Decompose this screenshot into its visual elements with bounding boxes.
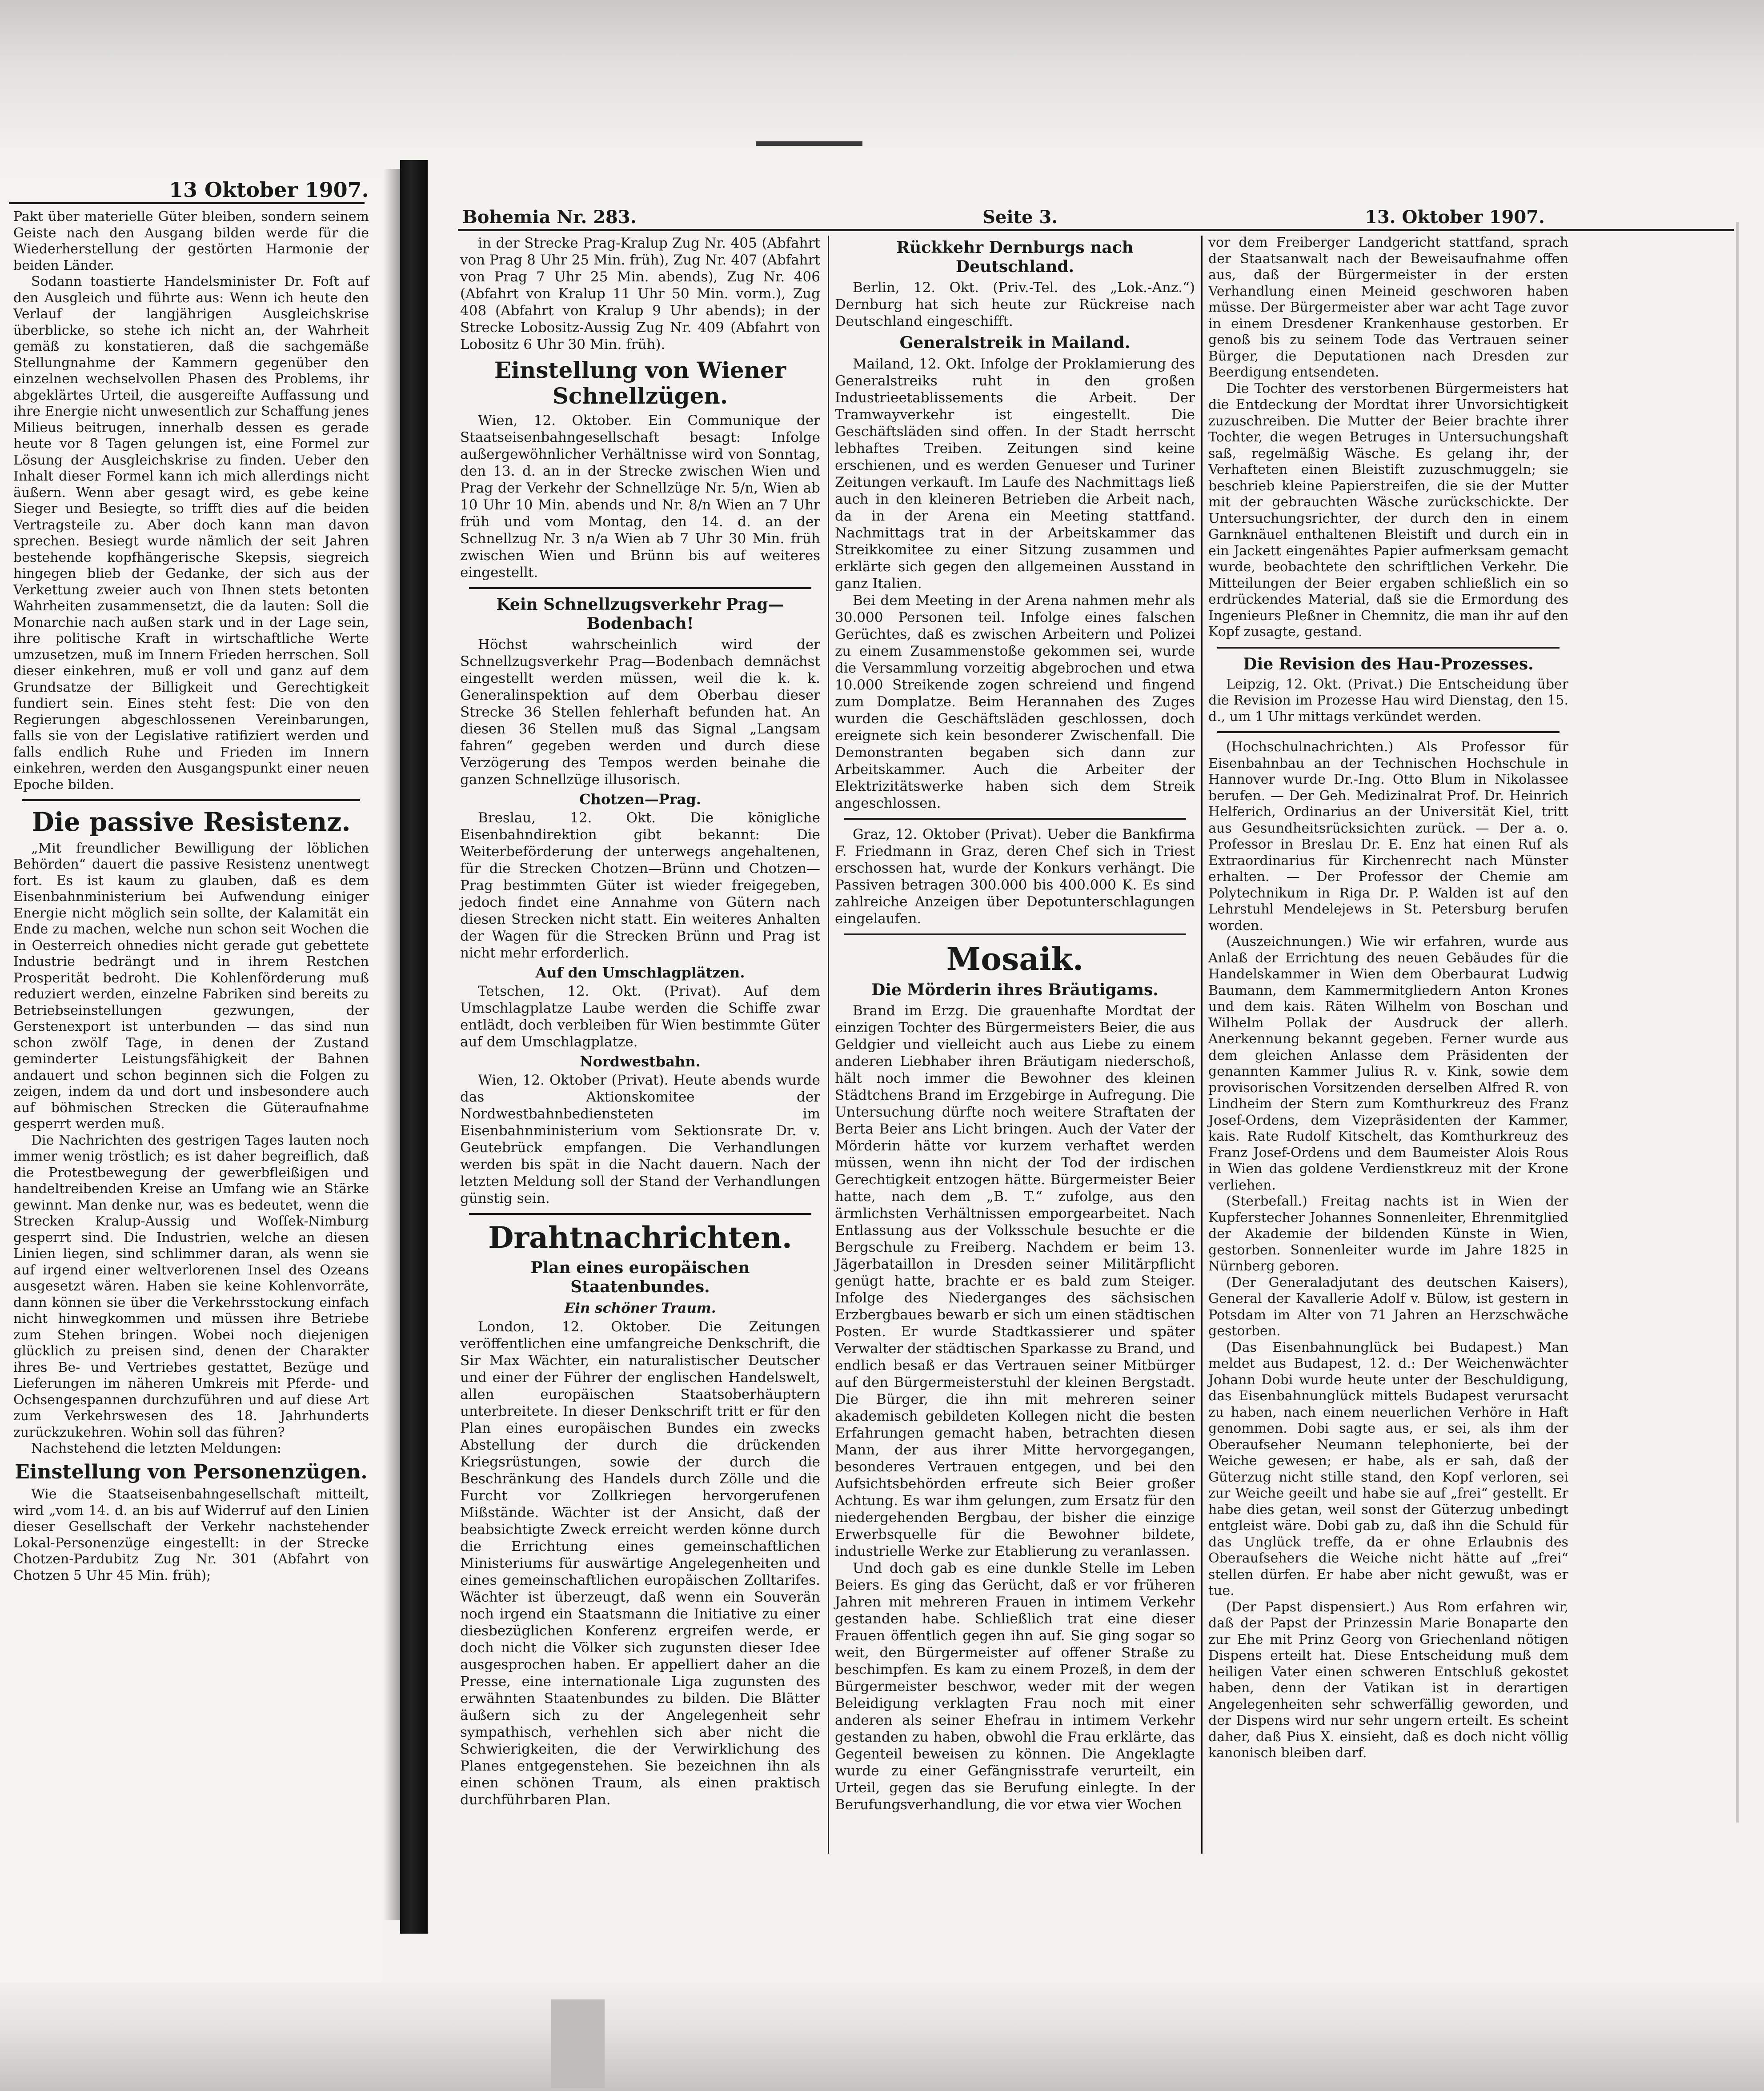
divider (1217, 647, 1560, 649)
paragraph: Pakt über materielle Güter bleiben, sondern seinem Geiste nach den Ausgang bilden werde für die Wiederherstellung der gestörten Harmonie der beiden Länder. (13, 209, 369, 273)
column-3 (1208, 235, 1568, 1762)
paper-title: Bohemia Nr. 283. (462, 207, 637, 228)
paragraph: Die Nachrichten des gestrigen Tages lauten noch immer wenig tröstlich; es ist daher begreiflich, daß die Protestbewegung der gewerbfleißigen und handeltreibenden Kreise an Umfang wie an Stärke gewinnt. Man denke nur, was es bedeutet, wenn die Strecken Kralup-Aussig und Woſſek-Nimburg gesperrt sind. Die Industrien, welche an diesen Linien liegen, sind schlimmer daran, als wenn sie auf irgend einer weltverlorenen Insel des Ozeans ausgesetzt wären. Haben sie keine Kohlenvorräte, dann können sie über die Verkehrsstockung einfach nicht hinwegkommen und müssen ihre Betriebe zum Stehen bringen. Wobei noch diejenigen glücklich zu preisen sind, denen der Charakter ihres Be- und Vertriebes gestattet, Bezüge und Lieferungen im näheren Umkreis mit Pferde- und Ochsengespannen durchzuführen und auf diese Art zum Verkehrswesen des 18. Jahrhunderts zurückzukehren. Wohin soll das führen? (13, 1132, 369, 1440)
divider (844, 818, 1186, 820)
paragraph: in der Strecke Prag-Kralup Zug Nr. 405 (Abfahrt von Prag 8 Uhr 25 Min. früh), Zug Nr. 407 (Abfahrt von Prag 7 Uhr 25 Min. abends), Zug Nr. 406 (Abfahrt von Kralup 11 Uhr 50 Min. vorm.), Zug 408 (Abfahrt von Kralup 9 Uhr abends); in der Strecke Lobositz-Aussig Zug Nr. 409 (Abfahrt von Lobositz 6 Uhr 30 Min. früh). (460, 235, 820, 353)
divider (469, 1213, 811, 1215)
section-title: Die Mörderin ihres Bräutigams. (871, 981, 1159, 1000)
masthead-date: 13. Oktober 1907. (1365, 207, 1545, 228)
gutter-shadow (383, 169, 401, 1920)
section-title: Generalstreik in Mailand. (899, 333, 1131, 353)
masthead-rule (458, 229, 1734, 231)
paragraph: (Der Generaladjutant des deutschen Kaisers), General der Kavallerie Adolf v. Bülow, ist gestern in Potsdam im Alter von 71 Jahren an Herzschwäche gestorben. (1208, 1274, 1568, 1339)
section-title: Rückkehr Dernburgs nach Deutschland. (896, 238, 1134, 276)
page-edge (1736, 222, 1739, 1823)
section-title: Drahtnachrichten. (488, 1220, 792, 1255)
scan-mark (756, 141, 862, 146)
left-header-rule (9, 202, 365, 204)
paragraph: Wien, 12. Oktober. Ein Communique der Staatseisenbahngesellschaft besagt: Infolge außergewöhnlicher Verhältnisse wird von Sonntag, den 13. d. an in der Strecke zwischen Wien und Prag der Verkehr der Schnellzüge Nr. 5/n, Wien ab 10 Uhr 10 Min. abends und Nr. 8/n Wien an 7 Uhr früh und vom Montag, den 14. d. an der Schnellzug Nr. 3 n/a Wien ab 7 Uhr 30 Min. früh zwischen Wien und Brünn bis auf weiteres eingestellt. (460, 413, 820, 581)
paragraph: Breslau, 12. Okt. Die königliche Eisenbahndirektion gibt bekannt: Die Weiterbeförderung der unterwegs angehaltenen, für die Strecken Chotzen—Brünn und Chotzen—Prag bestimmten Güter ist wieder freigegeben, jedoch findet eine Annahme von Gütern nach diesen Strecken nicht statt. Ein weiteres Anhalten der Wagen für die Strecken Brünn und Prag ist nicht mehr erforderlich. (460, 810, 820, 961)
paragraph: Nachstehend die letzten Meldungen: (31, 1441, 281, 1457)
paragraph: (Hochschulnachrichten.) Als Professor für Eisenbahnbau an der Technischen Hochschule in Hannover wurde Dr.-Ing. Otto Blum in Nikolassee berufen. — Der Geh. Medizinalrat Prof. Dr. Heinrich Helferich, Ordinarius an der Universität Kiel, tritt aus Gesundheitsrücksichten zurück. — Der a. o. Professor in Breslau Dr. E. Enz hat einen Ruf als Extraordinarius für Kirchenrecht nach Münster erhalten. — Der Professor der Chemie am Polytechnikum in Riga Dr. P. Walden ist auf den Lehrstuhl Mendelejews in St. Petersburg berufen worden. (1208, 739, 1568, 933)
paragraph: Leipzig, 12. Okt. (Privat.) Die Entscheidung über die Revision im Prozesse Hau wird Dienstag, den 15. d., um 1 Uhr mittags verkündet werden. (1208, 676, 1568, 725)
page-number: Seite 3. (982, 207, 1058, 228)
column-2 (835, 235, 1195, 1813)
paragraph: Die Tochter des verstorbenen Bürgermeisters hat die Entdeckung der Mordtat ihrer Unvorsichtigkeit zuzuschreiben. Die Mutter der Beier brachte ihrer Tochter, die wegen Betruges in Untersuchungshaft saß, regelmäßig Wäsche. Es gelang ihr, der Verhafteten einen Bleistift zuzuschmuggeln; sie beschrieb kleine Papierstreifen, die sie der Mutter mit der gebrauchten Wäsche zurückschickte. Der Untersuchungsrichter, der durch den in einem Garnknäuel enthaltenen Bleistift und durch ein in ein Jackett eingenähtes Papier aufmerksam gemacht wurde, beobachtete den schriftlichen Verkehr. Die Mitteilungen der Beier ergaben schließlich ein so erdrückendes Material, daß sie die Ermordung des Ingenieurs Pleßner in Chemnitz, die man ihr auf den Kopf zusagte, gestand. (1208, 381, 1568, 640)
section-title: Mosaik. (946, 940, 1084, 977)
section-title: Die passive Resistenz. (32, 807, 351, 837)
divider (1217, 731, 1560, 733)
section-title: Einstellung von Personenzügen. (15, 1460, 368, 1483)
paragraph: Und doch gab es eine dunkle Stelle im Leben Beiers. Es ging das Gerücht, daß er vor früheren Jahren mit mehreren Frauen in intimem Verkehr gestanden habe. Schließlich trat eine dieser Frauen öffentlich gegen ihn auf. Sie ging sogar so weit, den Bürgermeister auf offener Straße zu beschimpfen. Es kam zu einem Prozeß, in dem der Bürgermeister beschwor, weder mit der wegen Beleidigung verklagten Frau noch mit einer anderen als seiner Ehefrau in intimem Verkehr gestanden zu haben, obwohl die Frau erklärte, das Gegenteil beweisen zu können. Die Angeklagte wurde zu einer Gefängnisstrafe verurteilt, ein Urteil, gegen das sie Berufung einlegte. In der Berufungsverhandlung, die vor etwa vier Wochen (835, 1560, 1195, 1813)
paragraph: (Der Papst dispensiert.) Aus Rom erfahren wir, daß der Papst der Prinzessin Marie Bonaparte den zur Ehe mit Prinz Georg von Griechenland nötigen Dispens erteilt hat. Diese Entscheidung muß dem heiligen Vater einen schweren Entschluß gekostet haben, denn der Vatikan ist in derartigen Angelegenheiten sehr schwerfällig geworden, und der Dispens wird nur sehr ungern erteilt. Es scheint daher, daß Pius X. einsieht, daß es doch nicht völlig kanonisch bleiben darf. (1208, 1599, 1568, 1761)
scan-mark-bottom (551, 1999, 605, 2088)
paragraph: Brand im Erzg. Die grauenhafte Mordtat der einzigen Tochter des Bürgermeisters Beier, die aus Geldgier und vielleicht auch aus Liebe zu einem anderen Liebhaber ihren Bräutigam niederschoß, hält noch immer die Bewohner des kleinen Städtchens Brand im Erzgebirge in Aufregung. Die Untersuchung dürfte noch weitere Straftaten der Berta Beier ans Licht bringen. Auch der Vater der Mörderin hätte vor kurzem verhaftet werden müssen, wenn ihn nicht der Tod der irdischen Gerechtigkeit entzogen hätte. Bürgermeister Beier hatte, nach dem „B. T.“ zufolge, aus den ärmlichsten Verhältnissen emporgearbeitet. Nach Entlassung aus der Volksschule besuchte er die Bergschule zu Freiberg. Nachdem er beim 13. Jägerbataillon in Dresden seiner Militärpflicht genügt hatte, brachte er es bald zum Steiger. Infolge des Niederganges des sächsischen Erzbergbaues bewarb er sich um einen städtischen Posten. Er wurde Stadtkassierer und später Verwalter der städtischen Sparkasse zu Brand, und endlich besaß er das Vertrauen seiner Mitbürger auf den Bürgermeisterstuhl der kleinen Bergstadt. Die Bürger, die ihn mit mehreren seiner akademisch gebildeten Kollegen nicht die besten Erfahrungen gemacht haben, betrachten diesen Mann, der aus ihrer Mitte hervorgegangen, besonderes Vertrauen entgegen, und bei den Aufsichtsbehörden erfreute sich Beier großer Achtung. Es war ihm gelungen, zum Ersatz für den niedergehenden Bergbau, der bisher die einzige Erwerbsquelle für die Bewohner bildete, industrielle Werke zur Etablierung zu veranlassen. (835, 1003, 1195, 1560)
section-title: Nordwestbahn. (580, 1053, 701, 1070)
paragraph: (Das Eisenbahnunglück bei Budapest.) Man meldet aus Budapest, 12. d.: Der Weichenwächter Johann Dobi wurde heute unter der Beschuldigung, das Eisenbahnunglück mittels Budapest verursacht zu haben, nach einem neuerlichen Verhöre in Haft genommen. Dobi sagte aus, er sei, als ihm der Oberaufseher Neumann telephonierte, bei der Weiche gewesen; er habe, als er sah, daß der Güterzug nicht stille stand, den Kopf verloren, sei zur Weiche geeilt und habe sie auf „frei“ gestellt. Er habe dies getan, weil sonst der Güterzug unbedingt entgleist wäre. Dobi gab zu, daß ihn die Schuld für das Unglück treffe, da er ohne Erlaubnis des Oberaufsehers die Weiche nicht hätte auf „frei“ stellen dürfen. Er habe aber nicht gewußt, was er tue. (1208, 1339, 1568, 1599)
paragraph: Höchst wahrscheinlich wird der Schnellzugsverkehr Prag—Bodenbach demnächst eingestellt werden müssen, weil die k. k. Generalinspektion auf dem Oberbau dieser Strecke 36 Stellen fehlerhaft befunden hat. An diesen 36 Stellen muß das Signal „Langsam fahren“ gegeben werden und durch diese Verzögerung des Tempos werden beinahe die ganzen Schnellzüge illusorisch. (460, 637, 820, 788)
left-page-date: 13 Oktober 1907. (169, 178, 369, 202)
paragraph: „Mit freundlicher Bewilligung der löblichen Behörden“ dauert die passive Resistenz unentwegt fort. Es ist kaum zu glauben, daß es dem Eisenbahnministerium bei Aufwendung einiger Energie nicht möglich sein sollte, der Kalamität ein Ende zu machen, welche nun schon seit Wochen die in Oesterreich ohnedies nicht gerade gut gebettete Industrie bedrängt und in ihrem Restchen Prosperität bedroht. Die Kohlenförderung muß reduziert werden, einzelne Fabriken sind bereits zu Betriebseinstellungen gezwungen, der Gerstenexport ist unterbunden — das sind nun schon zwölf Tage, in denen der Zustand geminderter Leistungsfähigkeit der Bahnen andauert und schon beginnen sich die Folgen zu zeigen, indem da und dort und insbesondere auch auf böhmischen Strecken die Güteraufnahme gesperrt werden muß. (13, 840, 369, 1132)
section-title: Plan eines europäischen Staatenbundes. (530, 1258, 750, 1297)
paragraph: Tetschen, 12. Okt. (Privat). Auf dem Umschlagplatze Laube werden die Schiffe zwar entlädt, doch verbleiben für Wien bestimmte Güter auf dem Umschlagplatze. (460, 983, 820, 1050)
paragraph: Bei dem Meeting in der Arena nahmen mehr als 30.000 Personen teil. Infolge eines falschen Gerüchtes, daß es zwischen Arbeitern und Polizei zu einem Zusammenstoße gekommen sei, wurde die Versammlung vorzeitig abgebrochen und etwa 10.000 Streikende zogen schreiend und fingend zum Domplatze. Beim Herannahen des Zuges wurden die Geschäftsläden geschlossen, doch ereignete sich kein besonderer Zwischenfall. Die Demonstranten begaben sich dann zur Arbeitskammer. Auch die Arbeiter der Elektrizitätswerke haben sich dem Streik angeschlossen. (835, 592, 1195, 811)
paragraph: Sodann toastierte Handelsminister Dr. Foſt auf den Ausgleich und führte aus: Wenn ich heute den Verlauf der langjährigen Ausgleichskrise überblicke, so stehe ich nicht an, der Wahrheit gemäß zu konstatieren, daß die sachgemäße Stellungnahme der Kammern gegenüber den einzelnen wechselvollen Phasen des Problems, ihr abgeklärtes Urteil, die ausgereifte Auffassung und ihre Energie nicht unwesentlich zur Schaffung jenes Milieus beitrugen, innerhalb dessen es gerade heute vor 8 Tagen gelungen ist, eine Formel zur Lösung der Ausgleichskrise zu finden. Ueber den Inhalt dieser Formel kann ich mich allerdings nicht äußern. Wenn aber gesagt wird, es gebe keine Sieger und Besiegte, so trifft dies auf die beiden Vertragsteile zu. Aber doch kann man davon sprechen. Besiegt wurde nämlich der seit Jahren bestehende kopfhängerische Skepsis, siegreich hingegen blieb der Gedanke, der sich aus der Verkettung zweier auch von Ihnen stets betonten Wahrheiten zusammensetzt, die da lauten: Soll die Monarchie nach außen stark und in der Lage sein, ihre politische Kraft in wirtschaftliche Werte umzusetzen, muß im Innern Frieden herrschen. Soll dieser einkehren, muß er voll und ganz auf dem Grundsatze der Billigkeit und Gerechtigkeit fundiert sein. Eines steht fest: Die von den Regierungen abgeschlossenen Vereinbarungen, falls sie von der Legislative ratifiziert werden und falls endlich Ruhe und Frieden im Innern einkehren, werden den Ausgangspunkt einer neuen Epoche bilden. (13, 274, 369, 793)
divider (469, 587, 811, 589)
left-column (13, 209, 369, 1584)
divider (22, 799, 360, 801)
paragraph: Wie die Staatseisenbahngesellschaft mitteilt, wird „vom 14. d. an bis auf Widerruf auf den Linien dieser Gesellschaft der Verkehr nachstehender Lokal-Personenzüge eingestellt: in der Strecke Chotzen-Pardubitz Zug Nr. 301 (Abfahrt von Chotzen 5 Uhr 45 Min. früh); (13, 1486, 369, 1583)
section-title: Die Revision des Hau-Prozesses. (1243, 654, 1534, 673)
paragraph: Berlin, 12. Okt. (Priv.-Tel. des „Lok.-Anz.“) Dernburg hat sich heute zur Rückreise nach Deutschland eingeschifft. (835, 280, 1195, 330)
paragraph: Mailand, 12. Okt. Infolge der Proklamierung des Generalstreiks ruht in den großen Industrieetablissements die Arbeit. Der Tramwayverkehr ist eingestellt. Die Geschäftsläden sind offen. In der Stadt herrscht lebhaftes Treiben. Zeitungen sind keine erschienen, und es werden Genueser und Turiner Zeitungen verkauft. Im Laufe des Nachmittags ließ auch in den kleineren Betrieben die Arbeit nach, da in der Arena ein Meeting stattfand. Nachmittags trat in der Arbeitskammer das Streikkomitee zu einer Sitzung zusammen und erklärte sich gegen den allgemeinen Ausstand in ganz Italien. (835, 356, 1195, 592)
section-title: Einstellung von Wiener Schnellzügen. (494, 357, 786, 409)
paragraph: (Auszeichnungen.) Wie wir erfahren, wurde aus Anlaß der Errichtung des neuen Gebäudes für die Handelskammer in Wien dem Oberbaurat Ludwig Baumann, dem Kammermitgliedern Anton Krones und dem kais. Räten Wilhelm von Boschan und Wilhelm Pollak der Ausdruck der allerh. Anerkennung bekannt gegeben. Ferner wurde aus dem gleichen Anlasse dem Präsidenten der genannten Kammer Julius R. v. Kink, sowie dem provisorischen Vorsitzenden derselben Alfred R. von Lindheim der Stern zum Komthurkreuz des Franz Josef-Ordens, dem Vizepräsidenten der Kammer, kais. Rate Rudolf Kitschelt, das Komthurkreuz des Franz Josef-Ordens und dem Baumeister Alois Rous in Wien das goldene Verdienstkreuz mit der Krone verliehen. (1208, 934, 1568, 1193)
paragraph: (Sterbefall.) Freitag nachts ist in Wien der Kupferstecher Johannes Sonnenleiter, Ehrenmitglied der Akademie der bildenden Künste in Wien, gestorben. Sonnenleiter wurde im Jahre 1825 in Nürnberg geboren. (1208, 1194, 1568, 1274)
paragraph: Graz, 12. Oktober (Privat). Ueber die Bankfirma F. Friedmann in Graz, deren Chef sich in Triest erschossen hat, wurde der Konkurs verhängt. Die Passiven betragen 300.000 bis 400.000 K. Es sind zahlreiche Anzeigen über Depotunterschlagungen eingelaufen. (835, 826, 1195, 927)
column-1 (460, 235, 820, 1808)
section-title: Kein Schnellzugsverkehr Prag—Bodenbach! (496, 595, 784, 633)
scan-border-bottom (0, 1983, 1764, 2091)
paragraph: Wien, 12. Oktober (Privat). Heute abends wurde das Aktionskomitee der Nordwestbahnbediensteten im Eisenbahnministerium vom Sektionsrate Dr. v. Geutebrück empfangen. Die Verhandlungen werden bis spät in die Nacht dauern. Nach der letzten Meldung soll der Stand der Verhandlungen günstig sein. (460, 1072, 820, 1207)
page-gutter (400, 160, 428, 1934)
section-title: Auf den Umschlagplätzen. (535, 964, 745, 981)
scan-border-top (0, 0, 1764, 147)
section-title: Chotzen—Prag. (579, 791, 701, 808)
subtitle: Ein schöner Traum. (564, 1300, 716, 1316)
column-rule (1201, 236, 1203, 1854)
paragraph: vor dem Freiberger Landgericht stattfand, sprach der Staatsanwalt nach der Beweisaufnahme offen aus, daß der Bürgermeister in der ersten Verhandlung einen Meineid geschworen haben müsse. Der Bürgermeister aber war acht Tage zuvor in einem Dresdener Krankenhause gestorben. Er genoß bis zu seinem Tode das Vertrauen seiner Bürger, die Deputationen nach Dresden zur Beerdigung entsendeten. (1208, 235, 1568, 380)
divider (844, 933, 1186, 935)
paragraph: London, 12. Oktober. Die Zeitungen veröffentlichen eine umfangreiche Denkschrift, die Sir Max Wächter, ein naturalistischer Deutscher und einer der Führer der englischen Handelswelt, allen europäischen Staatsoberhäuptern unterbreitete. In dieser Denkschrift tritt er für den Plan eines europäischen Bundes ein zwecks Abstellung der durch die drückenden Kriegsrüstungen, sowie der durch die Beschränkung des Handels durch Zölle und die Furcht vor Zollkriegen hervorgerufenen Mißstände. Wächter ist der Ansicht, daß der beabsichtigte Zweck erreicht werden könne durch die Errichtung eines gemeinschaftlichen Ministeriums für auswärtige Angelegenheiten und eines gemeinschaftlichen europäischen Zolltarifes. Wächter ist überzeugt, daß wenn ein Souverän noch irgend ein Staatsmann die Initiative zu einer diesbezüglichen Konferenz ergreifen werde, er doch nicht die Völker sich zugunsten dieser Idee ausgesprochen haben. Er appelliert daher an die Presse, eine internationale Liga zugunsten des erwähnten Staatenbundes zu bilden. Die Blätter äußern sich zu der Angelegenheit sehr sympathisch, verhehlen sich aber nicht die Schwierigkeiten, die der Verwirklichung des Planes entgegenstehen. Sie bezeichnen ihn als einen schönen Traum, als einen praktisch durchführbaren Plan. (460, 1318, 820, 1808)
column-rule (828, 236, 829, 1854)
